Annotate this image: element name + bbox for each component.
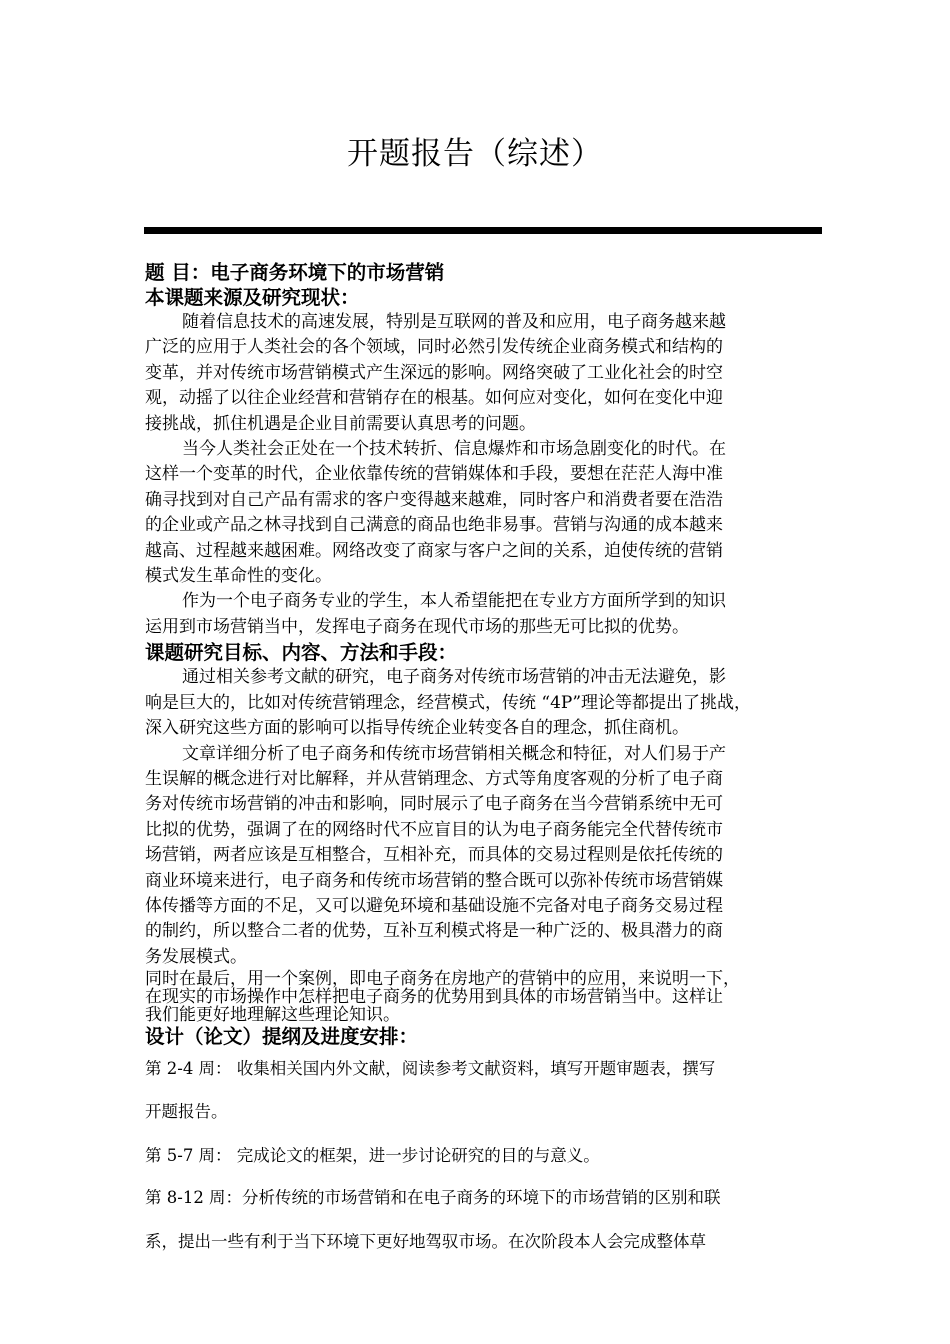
section-heading-goals: 课题研究目标、内容、方法和手段： <box>145 641 458 665</box>
text-line: 务发展模式。 <box>145 946 247 967</box>
text-line: 的制约，所以整合二者的优势，互补互利模式将是一种广泛的、极具潜力的商 <box>145 921 723 942</box>
schedule-line: 第 8-12 周：分析传统的市场营销和在电子商务的环境下的市场营销的区别和联 <box>145 1188 721 1208</box>
text-line: 务对传统市场营销的冲击和影响，同时展示了电子商务在当今营销系统中无可 <box>145 794 723 815</box>
text-line: 这样一个变革的时代，企业依靠传统的营销媒体和手段，要想在茫茫人海中准 <box>145 464 723 485</box>
text-line: 运用到市场营销当中，发挥电子商务在现代市场的那些无可比拟的优势。 <box>145 616 689 637</box>
text-line: 生误解的概念进行对比解释，并从营销理念、方式等角度客观的分析了电子商 <box>145 768 723 789</box>
text-line: 在现实的市场操作中怎样把电子商务的优势用到具体的市场营销当中。这样让 <box>145 987 723 1008</box>
report-body <box>145 260 825 1255</box>
text-line: 体传播等方面的不足，又可以避免环境和基础设施不完备对电子商务交易过程 <box>145 895 723 916</box>
text-line: 当今人类社会正处在一个技术转折、信息爆炸和市场急剧变化的时代。在 <box>182 439 726 460</box>
text-line: 通过相关参考文献的研究，电子商务对传统市场营销的冲击无法避免，影 <box>182 667 726 688</box>
report-title: 开题报告（综述） <box>347 136 603 172</box>
text-line: 深入研究这些方面的影响可以指导传统企业转变各自的理念，抓住商机。 <box>145 718 689 739</box>
title-divider <box>144 227 822 234</box>
paragraph-era <box>145 437 825 589</box>
text-line: 商业环境来进行，电子商务和传统市场营销的整合既可以弥补传统市场营销媒 <box>145 870 723 891</box>
section-heading-source: 本课题来源及研究现状： <box>145 286 360 309</box>
section-heading-schedule: 设计（论文）提纲及进度安排： <box>145 1025 419 1049</box>
paragraph-analysis <box>145 742 825 971</box>
text-line: 观，动摇了以往企业经营和营销存在的根基。如何应对变化，如何在变化中迎 <box>145 388 723 409</box>
paragraph-research <box>145 665 825 741</box>
text-line: 响是巨大的，比如对传统营销理念，经营模式，传统 “4P”理论等都提出了挑战， <box>145 692 752 713</box>
schedule-line: 第 2-4 周： 收集相关国内外文献，阅读参考文献资料，填写开题审题表，撰写 <box>145 1059 716 1079</box>
schedule-line: 开题报告。 <box>145 1102 228 1122</box>
paragraph-background <box>145 310 825 437</box>
text-line: 随着信息技术的高速发展，特别是互联网的普及和应用，电子商务越来越 <box>182 312 726 332</box>
text-line: 模式发生革命性的变化。 <box>145 566 332 587</box>
schedule-line: 系，提出一些有利于当下环境下更好地驾驭市场。在次阶段本人会完成整体草 <box>145 1232 706 1252</box>
text-line: 比拟的优势，强调了在的网络时代不应盲目的认为电子商务能完全代替传统市 <box>145 819 723 840</box>
schedule-line: 第 5-7 周： 完成论文的框架，进一步讨论研究的目的与意义。 <box>145 1146 600 1166</box>
text-line: 作为一个电子商务专业的学生，本人希望能把在专业方方面所学到的知识 <box>182 591 726 612</box>
paragraph-motivation <box>145 589 825 640</box>
text-line: 接挑战，抓住机遇是企业目前需要认真思考的问题。 <box>145 413 536 434</box>
text-line: 变革，并对传统市场营销模式产生深远的影响。网络突破了工业化社会的时空 <box>145 362 723 383</box>
text-line: 广泛的应用于人类社会的各个领域，同时必然引发传统企业商务模式和结构的 <box>145 337 723 358</box>
paragraph-case-study <box>145 970 825 1024</box>
text-line: 同时在最后，用一个案例，即电子商务在房地产的营销中的应用，来说明一下， <box>145 969 740 990</box>
text-line: 越高、过程越来越困难。网络改变了商家与客户之间的关系，迫使传统的营销 <box>145 540 723 561</box>
text-line: 文章详细分析了电子商务和传统市场营销相关概念和特征，对人们易于产 <box>182 743 726 764</box>
text-line: 确寻找到对自己产品有需求的客户变得越来越难，同时客户和消费者要在浩浩 <box>145 489 723 510</box>
text-line: 的企业或产品之林寻找到自己满意的商品也绝非易事。营销与沟通的成本越来 <box>145 515 723 536</box>
topic-line: 题 目：电子商务环境下的市场营销 <box>145 261 445 284</box>
text-line: 我们能更好地理解这些理论知识。 <box>145 1005 400 1026</box>
text-line: 场营销，两者应该是互相整合，互相补充，而具体的交易过程则是依托传统的 <box>145 845 723 866</box>
